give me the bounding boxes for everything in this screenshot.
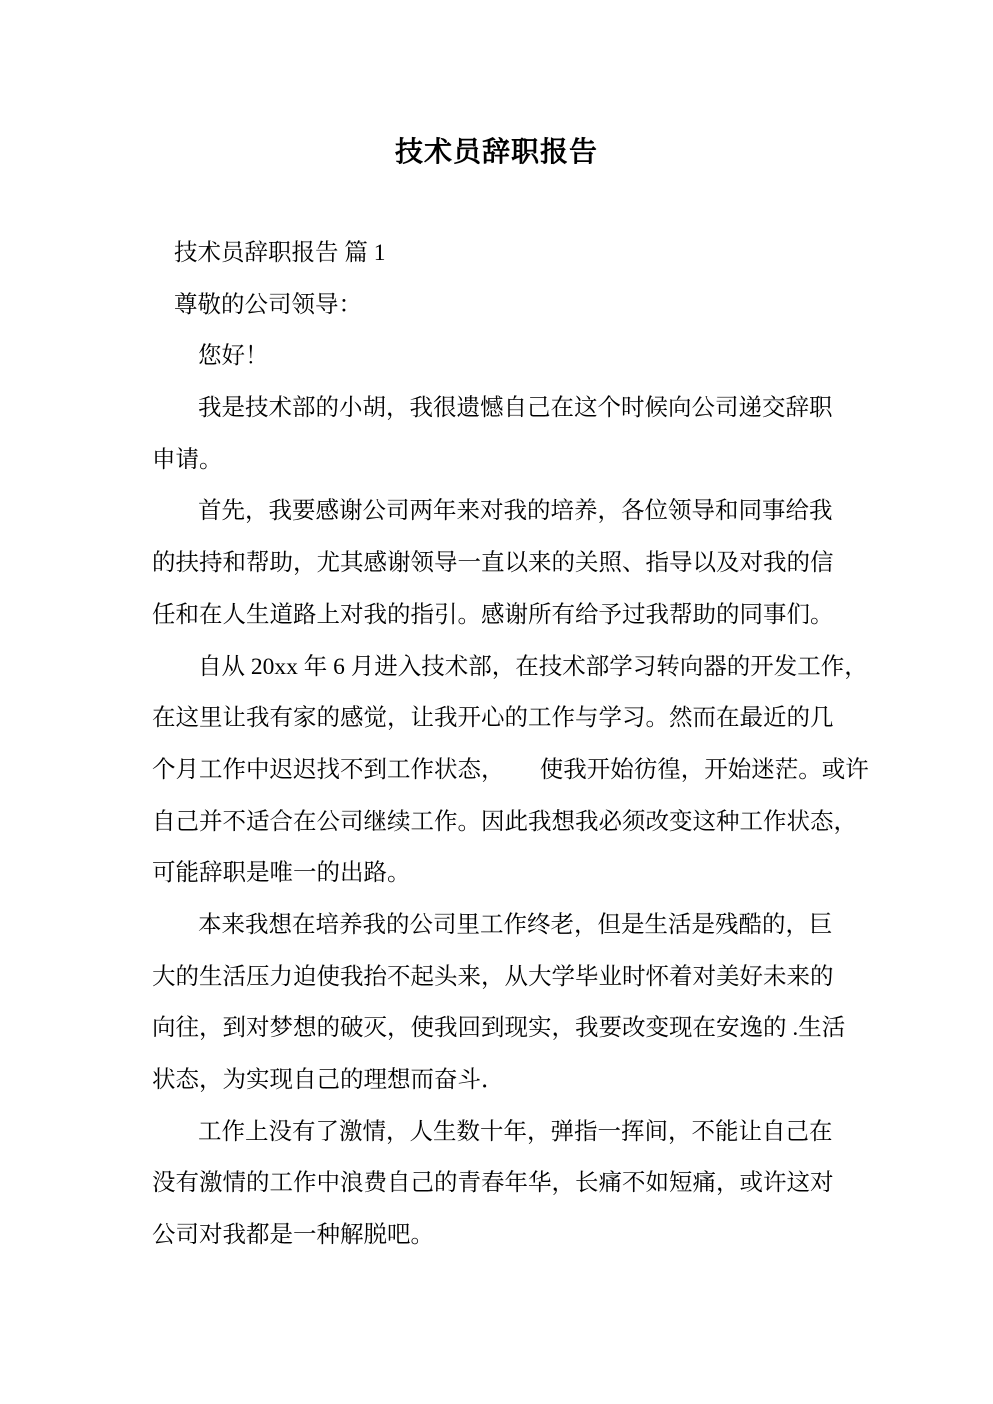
- text-line: 向往，到对梦想的破灭，使我回到现实，我要改变现在安逸的 .生活: [152, 1015, 846, 1042]
- document-body: [152, 228, 869, 1262]
- text-line: 没有激情的工作中浪费自己的青春年华，长痛不如短痛，或许这对: [152, 1170, 834, 1197]
- document-title: 技术员辞职报告: [394, 137, 598, 168]
- text-line: 技术员辞职报告 篇 1: [174, 240, 386, 266]
- text-line: 首先，我要感谢公司两年来对我的培养，各位领导和同事给我: [198, 498, 833, 525]
- text-line: 任和在人生道路上对我的指引。感谢所有给予过我帮助的同事们。: [152, 601, 834, 628]
- text-line: 工作上没有了激情，人生数十年，弹指一挥间，不能让自己在: [198, 1118, 833, 1145]
- text-line: 在这里让我有家的感觉，让我开心的工作与学习。然而在最近的几: [152, 705, 834, 732]
- text-line: 大的生活压力迫使我抬不起头来，从大学毕业时怀着对美好未来的: [152, 963, 834, 990]
- text-line: 可能辞职是唯一的出路。: [152, 860, 411, 887]
- text-line: 我是技术部的小胡，我很遗憾自己在这个时候向公司递交辞职: [198, 395, 833, 422]
- text-line: 个月工作中迟迟找不到工作状态， 使我开始彷徨，开始迷茫。或许: [152, 756, 869, 783]
- text-line: 公司对我都是一种解脱吧。: [152, 1222, 434, 1249]
- text-line: 的扶持和帮助，尤其感谢领导一直以来的关照、指导以及对我的信: [152, 550, 834, 577]
- text-line: 您好！: [198, 343, 269, 370]
- text-line: 尊敬的公司领导：: [174, 291, 362, 318]
- text-line: 本来我想在培养我的公司里工作终老，但是生活是残酷的，巨: [198, 911, 833, 938]
- text-line: 申请。: [152, 446, 223, 473]
- text-line: 自己并不适合在公司继续工作。因此我想我必须改变这种工作状态，: [152, 808, 857, 835]
- text-line: 状态，为实现自己的理想而奋斗．: [152, 1067, 505, 1093]
- text-line: 自从 20xx 年 6 月进入技术部，在技术部学习转向器的开发工作，: [198, 653, 868, 680]
